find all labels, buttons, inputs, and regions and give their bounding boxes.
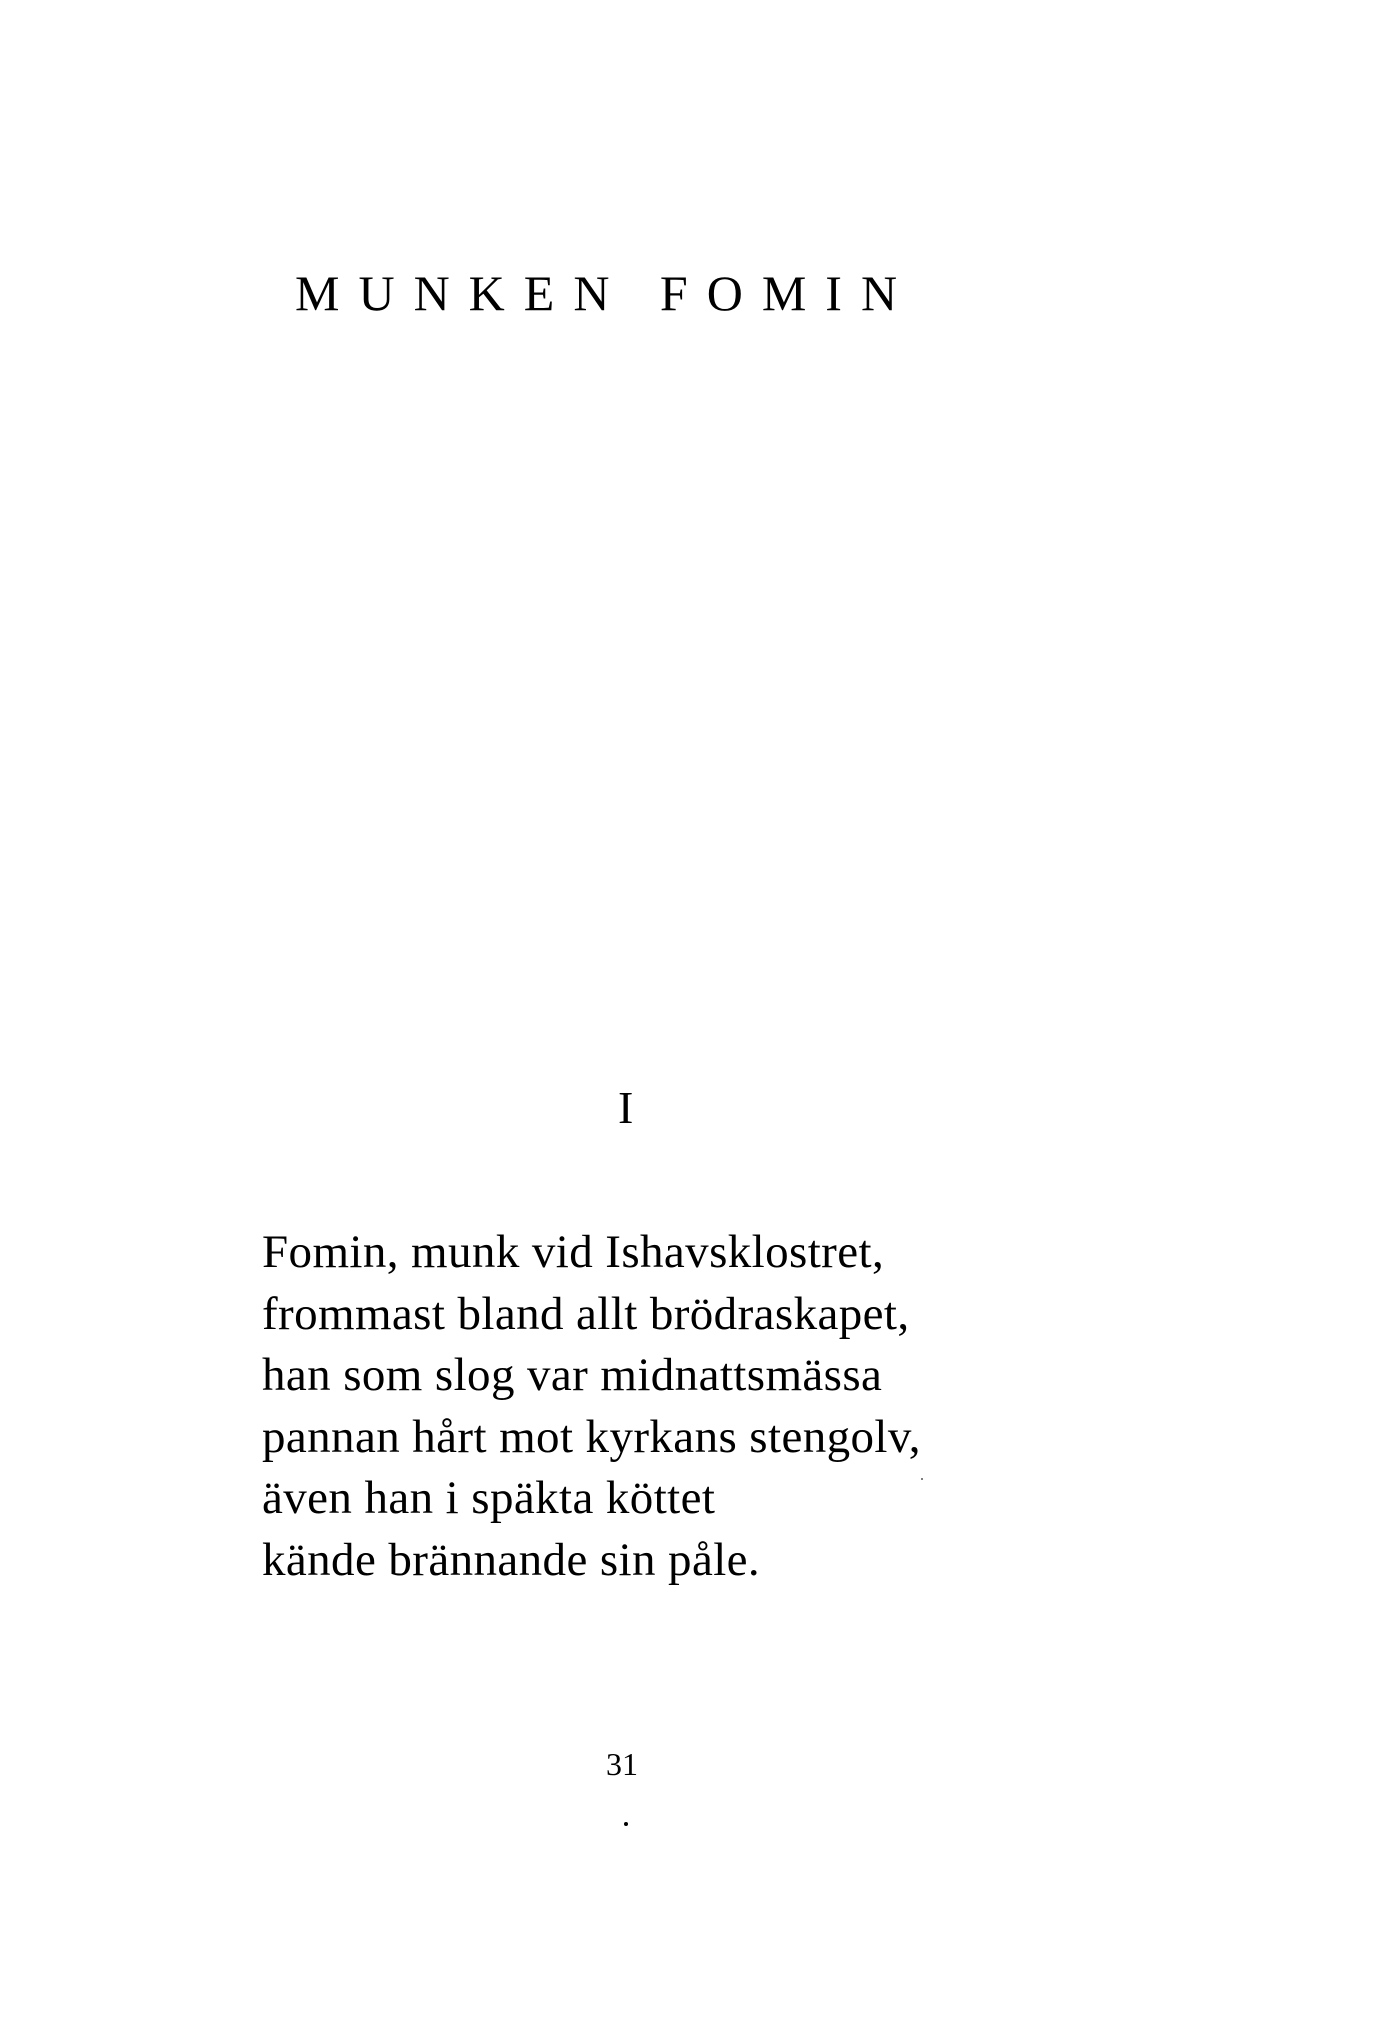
poem-line: pannan hårt mot kyrkans stengolv, — [262, 1410, 921, 1463]
print-dot — [624, 1822, 628, 1826]
section-number: I — [618, 1082, 634, 1133]
poem-stanza — [262, 1222, 921, 1591]
poem-line: frommast bland allt brödraskapet, — [262, 1287, 910, 1340]
poem-line: kände brännande sin påle. — [262, 1533, 761, 1586]
page-number: 31 — [606, 1746, 638, 1782]
poem-line: Fomin, munk vid Ishavsklostret, — [262, 1226, 885, 1278]
print-speck — [921, 1478, 923, 1480]
poem-line: även han i späkta köttet — [262, 1472, 716, 1524]
poem-title: MUNKEN FOMIN — [295, 265, 917, 321]
poem-line: han som slog var midnattsmässa — [262, 1349, 883, 1401]
